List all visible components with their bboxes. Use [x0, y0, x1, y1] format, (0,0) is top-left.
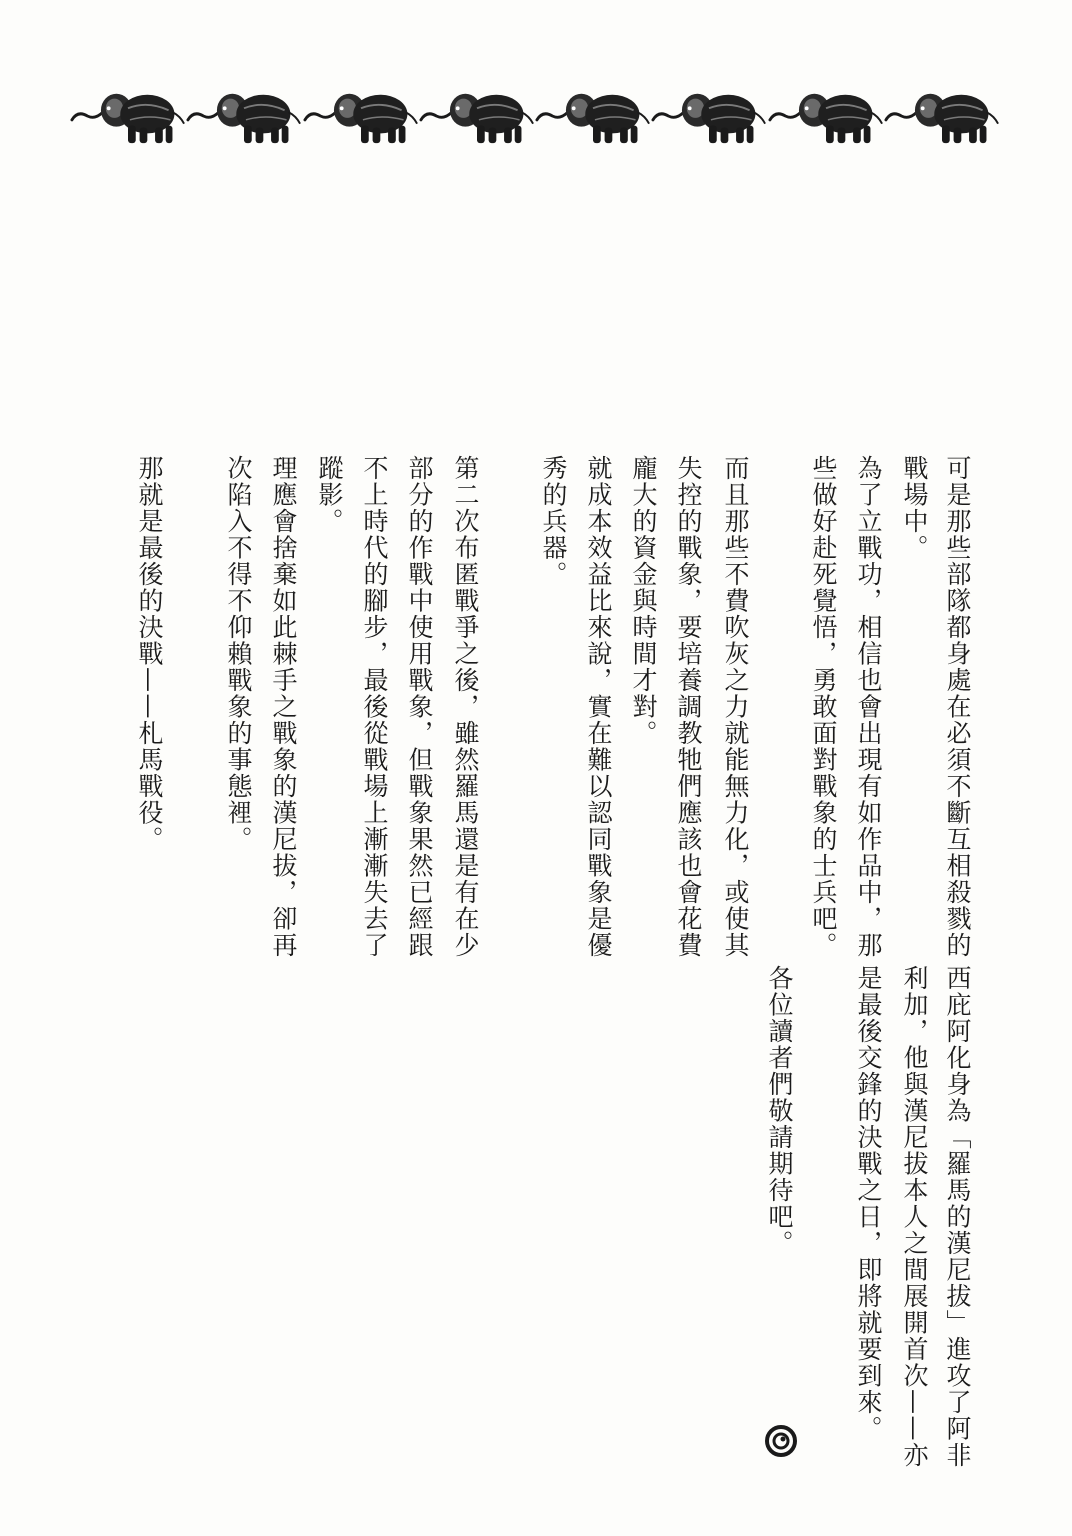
- text-column: 西庇阿化身為「羅馬的漢尼拔」進攻了阿非: [943, 965, 972, 1469]
- text-column: 可是那些部隊都身處在必須不斷互相殺戮的: [943, 455, 972, 959]
- elephant-icon: [651, 80, 767, 152]
- text-column: 理應會捨棄如此棘手之戰象的漢尼拔，卻再: [269, 455, 298, 959]
- text-column: 是最後交鋒的決戰之日，即將就要到來。: [854, 965, 883, 1442]
- elephant-border: [70, 78, 1000, 153]
- text-column: 龐大的資金與時間才對。: [629, 455, 658, 747]
- text-column: 部分的作戰中使用戰象，但戰象果然已經跟: [405, 455, 434, 959]
- text-column: 那就是最後的決戰——札馬戰役。: [135, 455, 164, 853]
- text-column: 不上時代的腳步，最後從戰場上漸漸失去了: [360, 455, 389, 959]
- text-column: 就成本效益比來說，實在難以認同戰象是優: [584, 455, 613, 959]
- text-column: 而且那些不費吹灰之力就能無力化，或使其: [721, 455, 750, 959]
- elephant-icon: [884, 80, 1000, 152]
- text-column: 失控的戰象，要培養調教牠們應該也會花費: [674, 455, 703, 959]
- elephant-icon: [768, 80, 884, 152]
- elephant-icon: [419, 80, 535, 152]
- text-column: 蹤影。: [315, 455, 344, 535]
- elephant-icon: [303, 80, 419, 152]
- text-column: 第二次布匿戰爭之後，雖然羅馬還是有在少: [451, 455, 480, 959]
- text-column: 為了立戰功，相信也會出現有如作品中，那: [854, 455, 883, 959]
- elephant-icon: [70, 80, 186, 152]
- text-column: 次陷入不得不仰賴戰象的事態裡。: [224, 455, 253, 853]
- elephant-icon: [535, 80, 651, 152]
- end-mark-icon: [764, 1424, 798, 1458]
- text-column: 利加，他與漢尼拔本人之間展開首次——亦: [900, 965, 929, 1469]
- elephant-icon: [186, 80, 302, 152]
- text-column: 各位讀者們敬請期待吧。: [765, 965, 794, 1257]
- text-column: 些做好赴死覺悟，勇敢面對戰象的士兵吧。: [809, 455, 838, 959]
- text-column: 戰場中。: [900, 455, 929, 561]
- text-column: 秀的兵器。: [539, 455, 568, 588]
